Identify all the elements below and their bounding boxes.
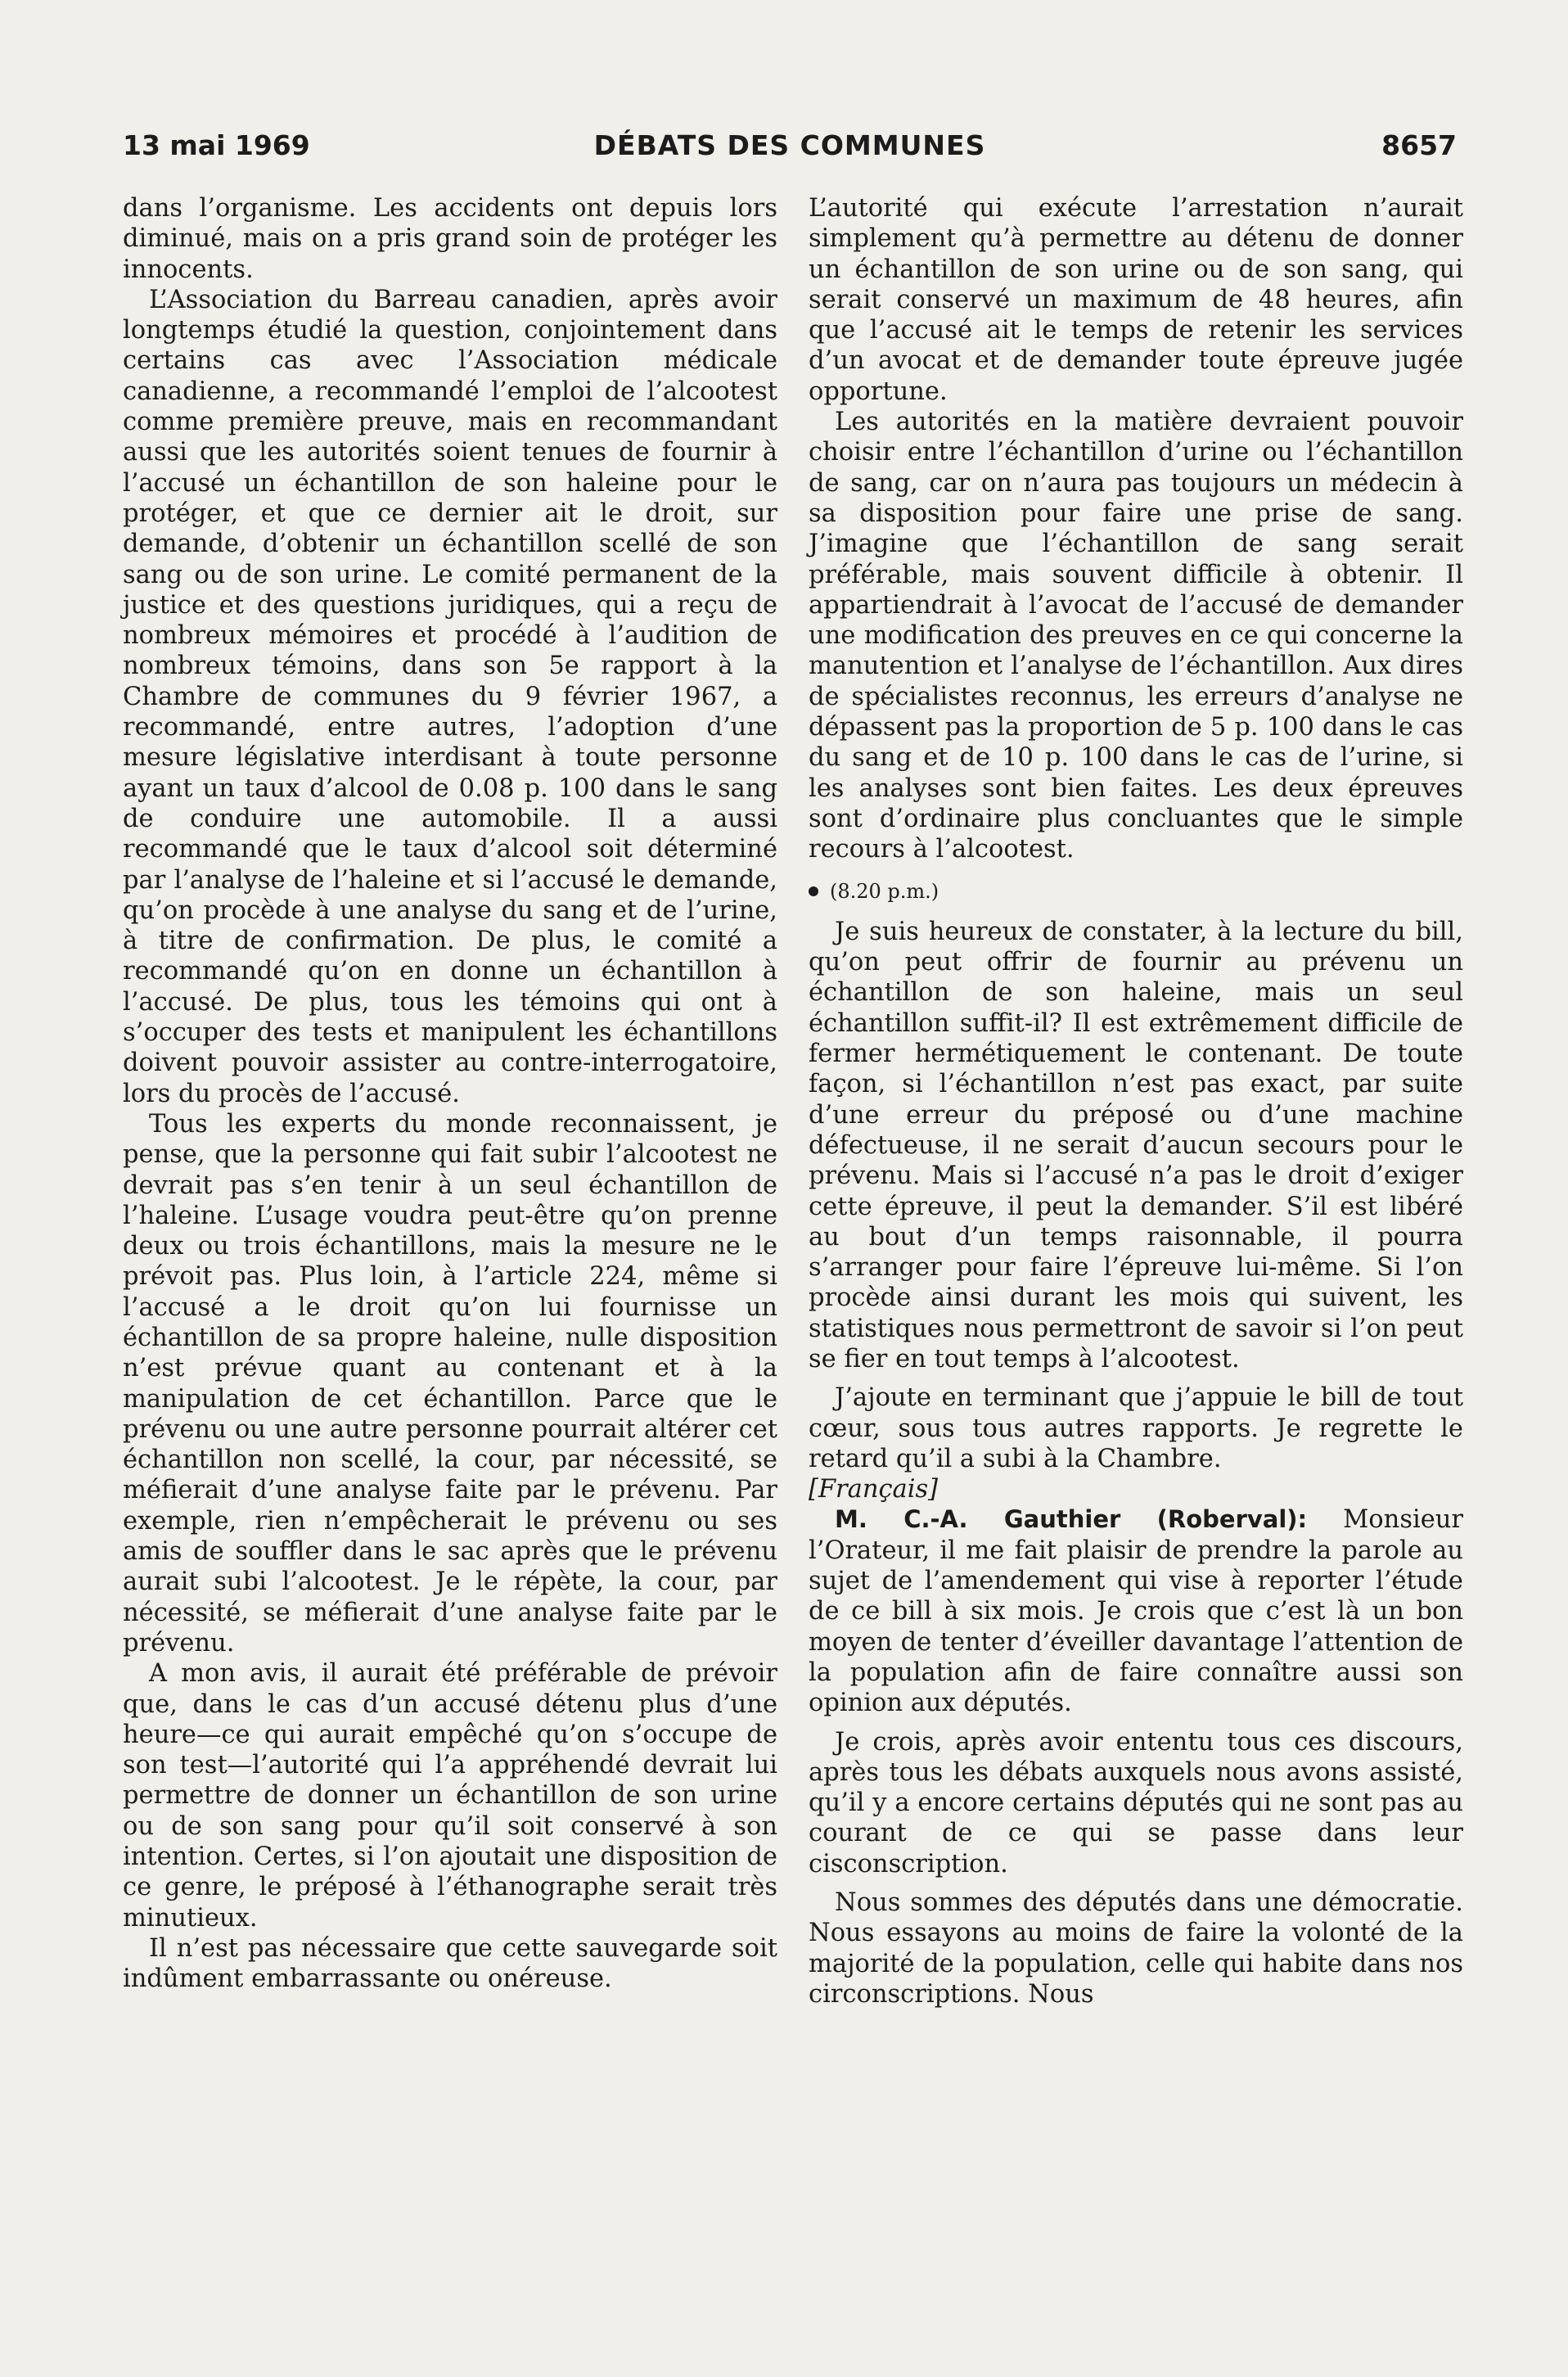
speaker-name: M. C.-A. Gauthier (Roberval): [835, 1505, 1308, 1534]
speech-text: Monsieur l’Orateur, il me fait plaisir de prendre la parole au sujet de l’amendement qui vise à reporter l’étude de ce bill à six mois. Je crois que c’est là un bon moyen de tenter d’éveiller davantage l’attention de la population afin de faire connaître aussi son opinion aux députés. [809, 1505, 1463, 1718]
paragraph: L’autorité qui exécute l’arrestation n’aurait simplement qu’à permettre au détenu de donner un échantillon de son urine ou de son sang, qui serait conservé un maximum de 48 heures, afin que l’accusé ait le temps de retenir les services d’un avocat et de demander toute épreuve jugée opportune. [809, 194, 1463, 406]
paragraph: Les autorités en la matière devraient pouvoir choisir entre l’échantillon d’urine ou l’échantillon de sang, car on n’aura pas toujours un médecin à sa disposition pour faire une prise de sang. J’imagine que l’échantillon de sang serait préférable, mais souvent difficile à obtenir. Il appartiendrait à l’avocat de l’accusé de demander une modification des preuves en ce qui concerne la manutention et l’analyse de l’échantillon. Aux dires de spécialistes reconnus, les erreurs d’analyse ne dépassent pas la proportion de 5 p. 100 dans le cas du sang et de 10 p. 100 dans le cas de l’urine, si les analyses sont bien faites. Les deux épreuves sont d’ordinaire plus concluantes que le simple recours à l’alcootest. [809, 408, 1463, 864]
page-header [123, 129, 1457, 170]
header-page-number: 8657 [1381, 129, 1457, 161]
paragraph: Je suis heureux de constater, à la lecture du bill, qu’on peut offrir de fournir au prévenu un échantillon de son haleine, mais un seul échantillon suffit-il? Il est extrêmement difficile de fermer hermétiquement le contenant. De toute façon, si l’échantillon n’est pas exact, par suite d’une erreur du préposé ou d’une machine défectueuse, il ne serait d’aucun secours pour le prévenu. Mais si l’accusé n’a pas le droit d’exiger cette épreuve, il peut la demander. S’il est libéré au bout d’un temps raisonnable, il pourra s’arranger pour faire l’épreuve lui-même. Si l’on procède ainsi durant les mois qui suivent, les statistiques nous permettront de savoir si l’on peut se fier en tout temps à l’alcootest. [809, 917, 1463, 1373]
speaker-paragraph [809, 1504, 1463, 1718]
paragraph: Je crois, après avoir ententu tous ces discours, après tous les débats auxquels nous avons assisté, qu’il y a encore certains députés qui ne sont pas au courant de ce qui se passe dans leur cisconscription. [809, 1727, 1463, 1879]
paragraph: Nous sommes des députés dans une démocratie. Nous essayons au moins de faire la volonté de la majorité de la population, celle qui habite dans nos circonscriptions. Nous [809, 1888, 1463, 2009]
language-tag: [Français] [809, 1475, 939, 1504]
paragraph: J’ajoute en terminant que j’appuie le bill de tout cœur, sous tous autres rapports. Je regrette le retard qu’il a subi à la Chambre. [809, 1383, 1463, 1473]
right-column [809, 193, 1463, 2009]
timestamp [809, 877, 1463, 907]
bullet-icon [809, 886, 818, 896]
paragraph: dans l’organisme. Les accidents ont depuis lors diminué, mais on a pris grand soin de protéger les innocents. [123, 194, 777, 284]
header-date: 13 mai 1969 [123, 129, 310, 161]
header-title: DÉBATS DES COMMUNES [593, 129, 986, 161]
paragraph: A mon avis, il aurait été préférable de prévoir que, dans le cas d’un accusé détenu plus d’une heure—ce qui aurait empêché qu’on s’occupe de son test—l’autorité qui l’a appréhendé devrait lui permettre de donner un échantillon de son urine ou de son sang pour qu’il soit conservé à son intention. Certes, si l’on ajoutait une disposition de ce genre, le préposé à l’éthanographe serait très minutieux. [123, 1659, 777, 1933]
left-column [123, 193, 777, 1995]
paragraph: Tous les experts du monde reconnaissent, je pense, que la personne qui fait subir l’alcootest ne devrait pas s’en tenir à un seul échantillon de l’haleine. L’usage voudra peut-être qu’on prenne deux ou trois échantillons, mais la mesure ne le prévoit pas. Plus loin, à l’article 224, même si l’accusé a le droit qu’on lui fournisse un échantillon de sa propre haleine, nulle disposition n’est prévue quant au contenant et à la manipulation de cet échantillon. Parce que le prévenu ou une autre personne pourrait altérer cet échantillon non scellé, la cour, par nécessité, se méfierait d’une analyse faite par le prévenu. Par exemple, rien n’empêcherait le prévenu ou ses amis de souffler dans le sac après que le prévenu aurait subi l’alcootest. Je le répète, la cour, par nécessité, se méfierait d’une analyse faite par le prévenu. [123, 1109, 777, 1658]
timestamp-text: (8.20 p.m.) [830, 879, 939, 903]
paragraph: L’Association du Barreau canadien, après avoir longtemps étudié la question, conjointement dans certains cas avec l’Association médicale canadienne, a recommandé l’emploi de l’alcootest comme première preuve, mais en recommandant aussi que les autorités soient tenues de fournir à l’accusé un échantillon de son haleine pour le protéger, et que ce dernier ait le droit, sur demande, d’obtenir un échantillon scellé de son sang ou de son urine. Le comité permanent de la justice et des questions juridiques, qui a reçu de nombreux mémoires et procédé à l’audition de nombreux témoins, dans son 5e rapport à la Chambre de communes du 9 février 1967, a recommandé, entre autres, l’adoption d’une mesure législative interdisant à toute personne ayant un taux d’alcool de 0.08 p. 100 dans le sang de conduire une automobile. Il a aussi recommandé que le taux d’alcool soit déterminé par l’analyse de l’haleine et si l’accusé le demande, qu’on procède à une analyse du sang et de l’urine, à titre de confirmation. De plus, le comité a recommandé qu’on en donne un échantillon à l’accusé. De plus, tous les témoins qui ont à s’occuper des tests et manipulent les échantillons doivent pouvoir assister au contre-interrogatoire, lors du procès de l’accusé. [123, 285, 777, 1108]
paragraph: Il n’est pas nécessaire que cette sauvegarde soit indûment embarrassante ou onéreuse. [123, 1933, 777, 1994]
